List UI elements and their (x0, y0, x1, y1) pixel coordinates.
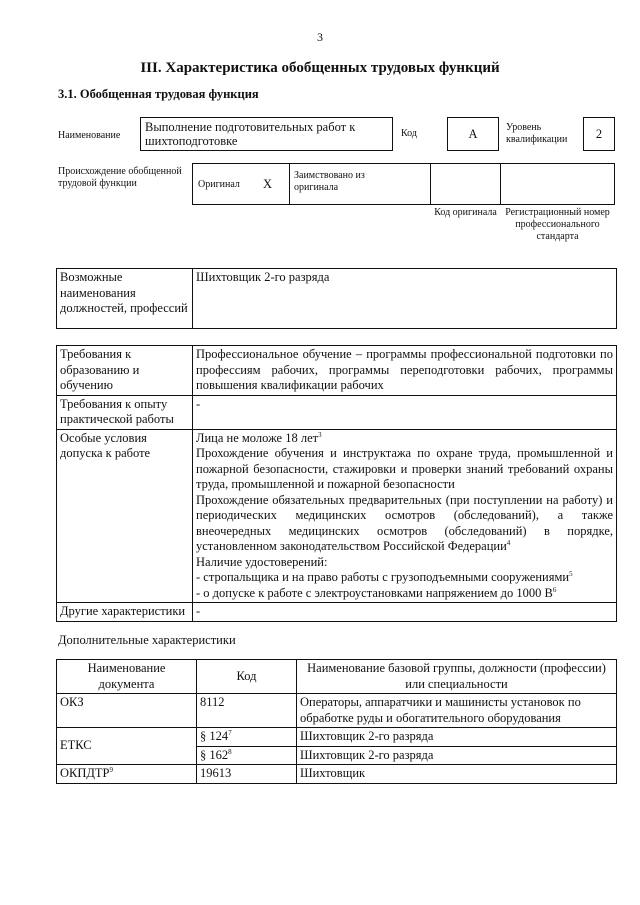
origin-label: Происхождение обобщенной трудовой функции (58, 166, 182, 189)
name-value: Выполнение подготовительных работ к шихтоподготовке (145, 120, 356, 148)
reg-number-box (500, 163, 615, 205)
name-label: Наименование (58, 130, 121, 141)
borrowed-label: Заимствовано из оригинала (294, 170, 365, 193)
education-value: Профессиональное обучение – программы профессиональной подготовки по профессиям рабочих, программы переподготовки рабочих, программы повышения квалификации рабочих (193, 346, 617, 396)
special-line: - стропальщика и на право работы с грузоподъемными сооружениями$^5$ (196, 569, 573, 584)
name-value-box (140, 117, 393, 151)
table-row (57, 728, 617, 747)
etks-name-2: Шихтовщик 2-го разряда (297, 746, 617, 765)
other-value: - (193, 603, 617, 622)
special-line: Наличие удостоверений: (196, 554, 328, 569)
special-line: Прохождение обучения и инструктажа по охране труда, промышленной и пожарной безопасности, стажировки и проверки знаний требований охраны труда, промышленной и пожарной безопасности (196, 446, 613, 491)
etks-code-1: § $124^7$ (197, 728, 297, 747)
code-value-box (447, 117, 499, 151)
positions-value: Шихтовщик 2-го разряда (193, 269, 617, 329)
original-mark: Х (263, 177, 273, 191)
okz-name: Операторы, аппаратчики и машинисты установок по обработке руды и обогатительного оборудования (297, 694, 617, 728)
original-code-box (430, 163, 501, 205)
code-caption: Код оригинала (434, 207, 497, 218)
section-title: III. Характеристика обобщенных трудовых функций (140, 60, 500, 76)
level-label: Уровень квалификации (506, 122, 568, 145)
special-line: Лица не моложе 18 лет$^3$ (196, 430, 322, 445)
special-line: - о допуске к работе с электроустановками напряжением до 1000 $В^6$ (196, 585, 557, 600)
level-value-box (583, 117, 615, 151)
code-label: Код (401, 128, 417, 139)
requirements-table (56, 345, 617, 622)
experience-label: Требования к опыту практической работы (57, 395, 193, 429)
etks-name-1: Шихтовщик 2-го разряда (297, 728, 617, 747)
original-box (192, 163, 290, 205)
okpdtr-name: Шихтовщик (297, 765, 617, 784)
header-code: Код (197, 660, 297, 694)
experience-value: - (193, 395, 617, 429)
original-label: Оригинал (198, 179, 240, 190)
etks-code-2: § $162^8$ (197, 746, 297, 765)
okz-code: 8112 (197, 694, 297, 728)
header-name: Наименование базовой группы, должности (профессии) или специальности (297, 660, 617, 694)
borrowed-box (289, 163, 431, 205)
etks-doc: ЕТКС (57, 728, 197, 765)
other-label: Другие характеристики (57, 603, 193, 622)
table-row (57, 694, 617, 728)
reg-caption: Регистрационный номер профессионального стандарта (505, 207, 610, 242)
additional-table (56, 659, 617, 784)
special-label: Особые условия допуска к работе (57, 429, 193, 603)
additional-title: Дополнительные характеристики (58, 633, 236, 647)
table-row (57, 765, 617, 784)
level-value: 2 (595, 127, 603, 141)
education-label: Требования к образованию и обучению (57, 346, 193, 396)
positions-table (56, 268, 617, 329)
header-document: Наименование документа (57, 660, 197, 694)
okz-doc: ОКЗ (57, 694, 197, 728)
special-line: Прохождение обязательных предварительных (при поступлении на работу) и периодических медицинских осмотров (обследований), а также внеочередных медицинских осмотров (обследований) в порядке, установленном законодательством Российской Федерации$^4$ (196, 492, 613, 553)
positions-label: Возможные наименования должностей, профессий (57, 269, 193, 329)
okpdtr-code: 19613 (197, 765, 297, 784)
subsection-title: 3.1. Обобщенная трудовая функция (58, 87, 259, 101)
code-value: А (468, 127, 478, 141)
special-value (193, 429, 617, 603)
page-number: 3 (317, 30, 323, 44)
okpdtr-doc: ОКПДТР$^9$ (57, 765, 197, 784)
